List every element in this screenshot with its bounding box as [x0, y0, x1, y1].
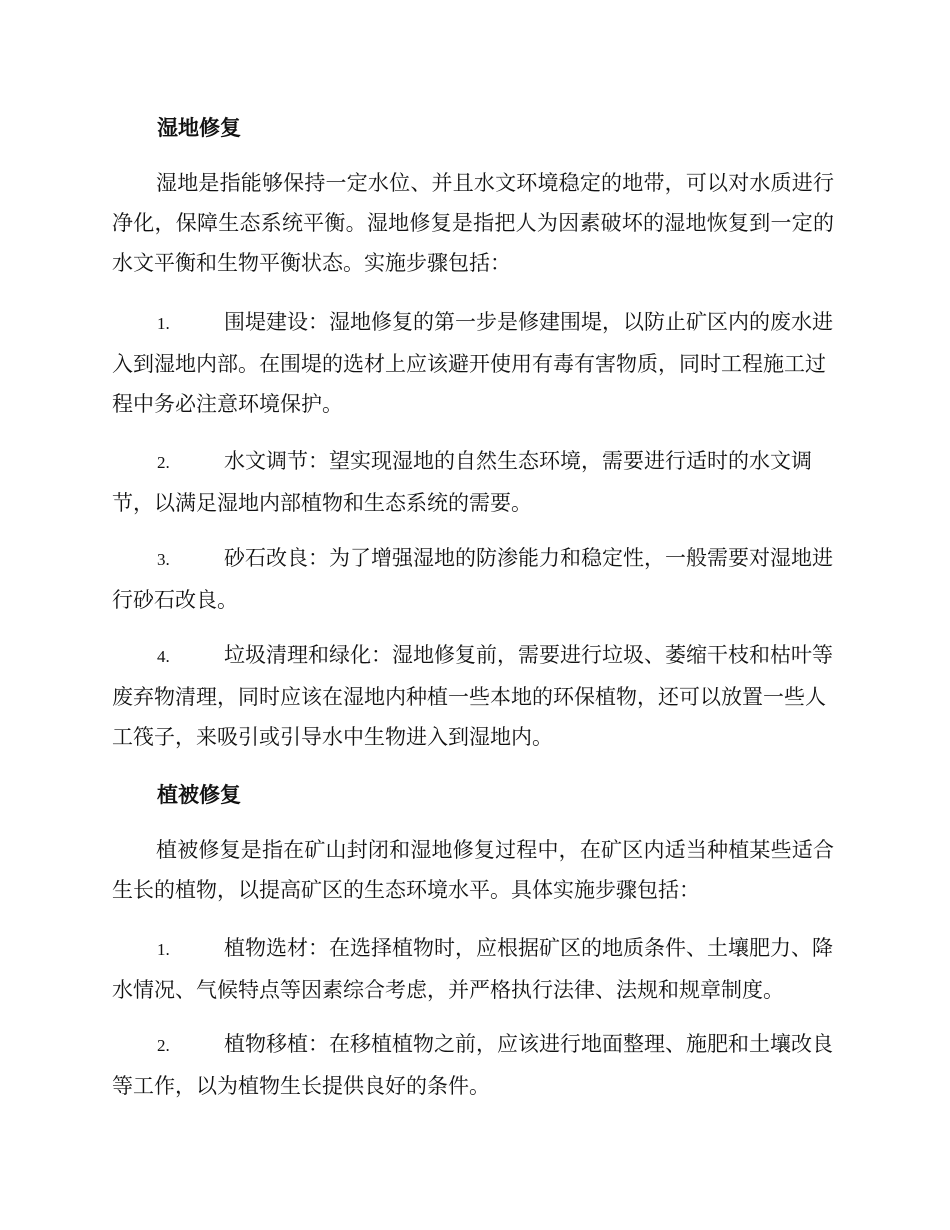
list-item-vegetation-2 [112, 1024, 834, 1106]
list-text: 水文调节：望实现湿地的自然生态环境，需要进行适时的水文调节，以满足湿地内部植物和生态系统的需要。 [112, 449, 812, 515]
list-item-vegetation-1 [112, 928, 834, 1010]
list-number: 4. [157, 647, 170, 666]
list-item-wetland-3 [112, 538, 834, 620]
list-text: 围堤建设：湿地修复的第一步是修建围堤，以防止矿区内的废水进入到湿地内部。在围堤的选材上应该避开使用有毒有害物质，同时工程施工过程中务必注意环境保护。 [112, 310, 833, 416]
list-number: 1. [157, 940, 170, 959]
list-number: 1. [157, 314, 170, 333]
list-text: 植物移植：在移植植物之前，应该进行地面整理、施肥和土壤改良等工作，以为植物生长提供良好的条件。 [112, 1032, 833, 1098]
list-number: 2. [157, 453, 170, 472]
list-text: 植物选材：在选择植物时，应根据矿区的地质条件、土壤肥力、降水情况、气候特点等因素综合考虑，并严格执行法律、法规和规章制度。 [112, 936, 833, 1002]
list-item-wetland-2 [112, 441, 834, 523]
list-number: 3. [157, 550, 170, 569]
list-text: 垃圾清理和绿化：湿地修复前，需要进行垃圾、萎缩干枝和枯叶等废弃物清理，同时应该在湿地内种植一些本地的环保植物，还可以放置一些人工筏子，来吸引或引导水中生物进入到湿地内。 [112, 643, 833, 749]
list-text: 砂石改良：为了增强湿地的防渗能力和稳定性，一般需要对湿地进行砂石改良。 [112, 546, 833, 612]
section-heading-wetland: 湿地修复 [157, 116, 241, 140]
list-number: 2. [157, 1036, 170, 1055]
list-item-wetland-4 [112, 635, 834, 757]
section-intro-wetland: 湿地是指能够保持一定水位、并且水文环境稳定的地带，可以对水质进行净化，保障生态系统平衡。湿地修复是指把人为因素破坏的湿地恢复到一定的水文平衡和生物平衡状态。实施步骤包括： [112, 171, 834, 275]
list-item-wetland-1 [112, 302, 834, 424]
section-heading-vegetation: 植被修复 [157, 783, 241, 807]
section-intro-vegetation: 植被修复是指在矿山封闭和湿地修复过程中，在矿区内适当种植某些适合生长的植物，以提高矿区的生态环境水平。具体实施步骤包括： [112, 838, 834, 902]
